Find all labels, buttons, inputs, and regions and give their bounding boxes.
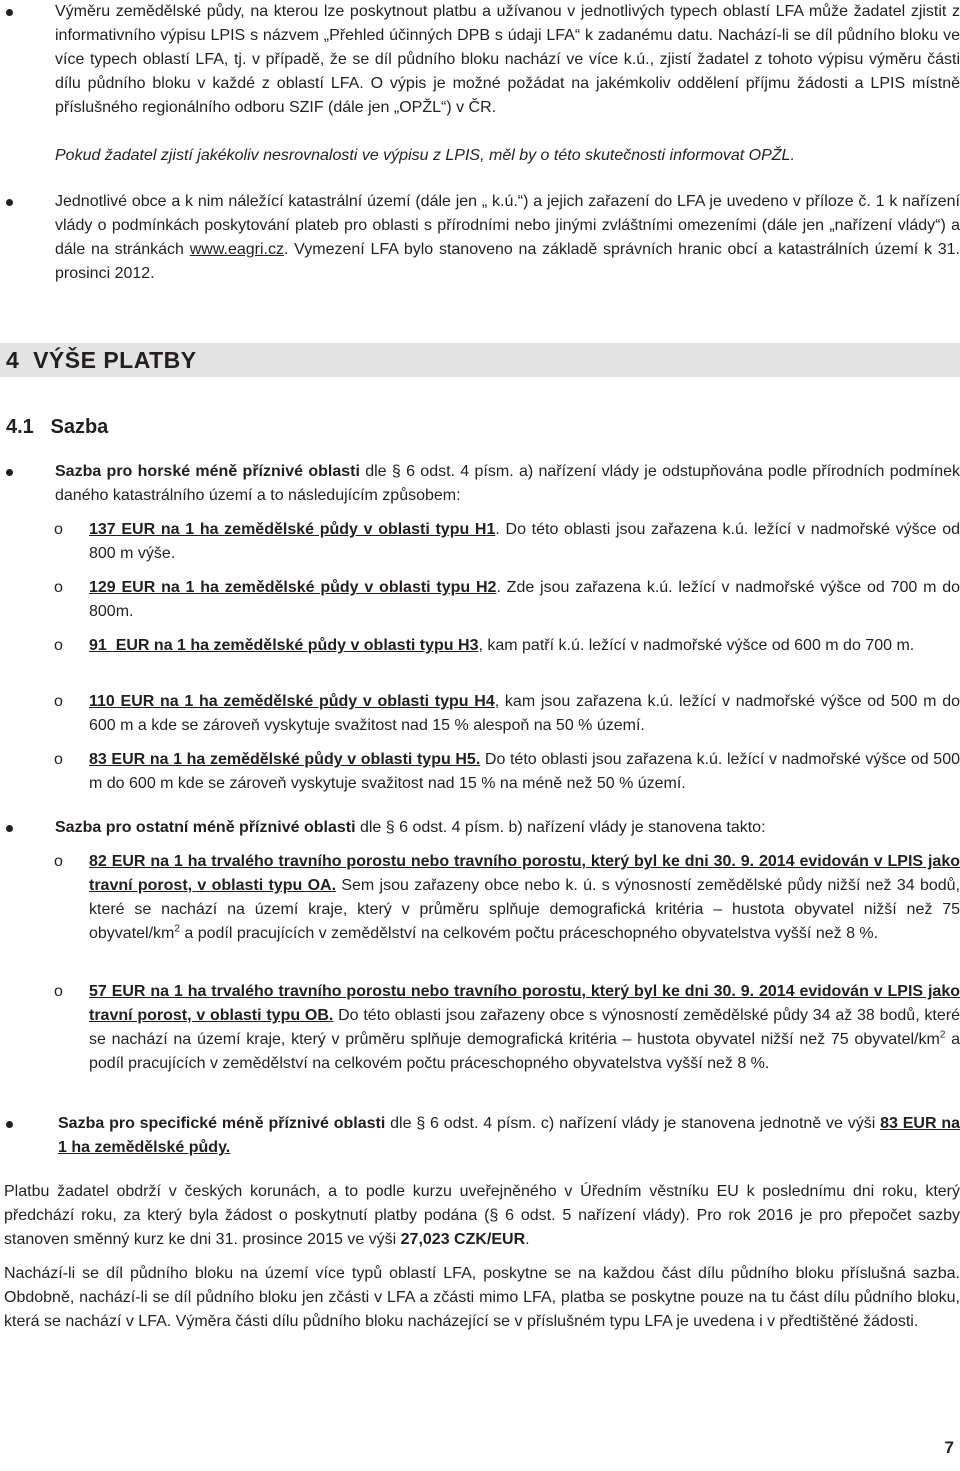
rate-item-h1: o 137 EUR na 1 ha zemědělské půdy v oblasti typu H1. Do této oblasti jsou zařazena k.ú. ležící v nadmořské výšce od 800 m výše.: [54, 521, 960, 562]
subsection-heading: 4.1 Sazba: [6, 416, 109, 438]
rate-item-h2: o 129 EUR na 1 ha zemědělské půdy v oblasti typu H2. Zde jsou zařazena k.ú. ležící v nadmořské výšce od 700 m do 800m.: [54, 579, 960, 620]
bullet-dot: [6, 199, 13, 206]
section-heading: 4 VÝŠE PLATBY: [6, 347, 197, 373]
municipalities-text: Jednotlivé obce a k nim náležící katastrální území (dále jen „ k.ú.“) a jejich zařazení do LFA je uvedeno v příloze č. 1 k nařízení vlády o podmínkách poskytování plateb pro oblasti s přírodními nebo jinými zvláštními omezeními (dále jen „nařízení vlády“) a dále na stránkách www.eagri.cz. Vymezení LFA bylo stanoveno na základě správních hranic obcí a katastrálních území k 31. prosinci 2012.: [55, 193, 960, 282]
rate-item-ob: o 57 EUR na 1 ha trvalého travního porostu nebo travního porostu, který byl ke dni 30. 9. 2014 evidován v LPIS jako travní porost, v oblasti typu OB. Do této oblasti jsou zařazeny obce s výnosností zemědělské půdy 34 až 38 bodů, které se nachází na území kraje, který v průměru splňuje demografická kritéria – hustota obyvatel nižší než 75 obyvatel/$km^2$ a podíl pracujících v zemědělství na celkovém počtu práceschopného obyvatelstva vyšší než 8 %.: [54, 983, 960, 1072]
bullet-specific-areas: [0, 1112, 960, 1160]
exchange-rate-paragraph: Platbu žadatel obdrží v českých korunách, a to podle kurzu uveřejněného v Úředním věstníku EU k poslednímu dni roku, který předchází roku, za který byla žádost o poskytnutí platby podána (§ 6 odst. 5 nařízení vlády). Pro rok 2016 je pro přepočet sazby stanoven směnný kurz ke dni 31. prosince 2015 ve výši 27,023 CZK/EUR.: [4, 1183, 960, 1248]
bullet-other-areas: [0, 816, 960, 840]
exchange-rate-value: 27,023 CZK/EUR: [400, 1231, 526, 1248]
specific-areas-text: Sazba pro specifické méně příznivé oblasti dle § 6 odst. 4 písm. c) nařízení vlády je stanovena jednotně ve výši 83 EUR na 1 ha zemědělské půdy.: [58, 1115, 960, 1156]
bullet-dot: [6, 469, 13, 476]
bullet-dot: [6, 1121, 13, 1128]
rate-item-oa: o 82 EUR na 1 ha trvalého travního porostu nebo travního porostu, který byl ke dni 30. 9. 2014 evidován v LPIS jako travní porost, v oblasti typu OA. Sem jsou zařazeny obce nebo k. ú. s výnosností zemědělské půdy nižší než 34 bodů, které se nachází na území kraje, který v průměru splňuje demografická kritéria – hustota obyvatel nižší než 75 obyvatel/$km^2$ a podíl pracujících v zemědělství na celkovém počtu práceschopného obyvatelstva vyšší než 8 %.: [54, 853, 960, 942]
rate-item-h5: o 83 EUR na 1 ha zemědělské půdy v oblasti typu H5. Do této oblasti jsou zařazena k.ú. ležící v nadmořské výšce od 500 m do 600 m kde se zároveň vyskytuje svažitost nad 15 % na méně než 50 % území.: [54, 751, 960, 792]
bullet-municipalities: [0, 190, 960, 286]
lpis-discrepancy-note: Pokud žadatel zjistí jakékoliv nesrovnalosti ve výpisu z LPIS, měl by o této skutečnosti informovat OPŽL.: [55, 147, 795, 164]
bullet-lpis-extract: [0, 0, 960, 168]
other-areas-lead: Sazba pro ostatní méně příznivé oblasti dle § 6 odst. 4 písm. b) nařízení vlády je stanovena takto:: [55, 819, 766, 836]
bullet-mountain-areas: [0, 460, 960, 508]
rate-item-h3: o 91 EUR na 1 ha zemědělské půdy v oblasti typu H3, kam patří k.ú. ležící v nadmořské výšce od 600 m do 700 m.: [54, 637, 915, 654]
bullet-dot: [6, 9, 13, 16]
eagri-link[interactable]: www.eagri.cz: [189, 241, 284, 258]
multiple-lfa-paragraph: Nachází-li se díl půdního bloku na území více typů oblastí LFA, poskytne se na každou část dílu půdního bloku příslušná sazba. Obdobně, nachází-li se díl půdního bloku jen zčásti v LFA a zčásti mimo LFA, platba se poskytne pouze na tu část dílu půdního bloku, která se nachází v LFA. Výměra části dílu půdního bloku nacházející se v příslušném typu LFA je uvedena i v předtištěné žádosti.: [4, 1265, 960, 1330]
bullet-dot: [6, 825, 13, 832]
page-number: 7: [944, 1438, 954, 1457]
lpis-extract-text: Výměru zemědělské půdy, na kterou lze poskytnout platbu a užívanou v jednotlivých typech oblastí LFA může žadatel zjistit z informativního výpisu LPIS s názvem „Přehled účinných DPB s údaji LFA“ k zadanému datu. Nachází-li se díl půdního bloku ve více typech oblastí LFA, tj. v případě, že se díl půdního bloku nachází ve více k.ú., zjistí žadatel z tohoto výpisu výměru části dílu půdního bloku v každé z oblastí LFA. O výpis je možné požádat na jakémkoliv oddělení příjmu žádosti a LPIS místně příslušného regionálního odboru SZIF (dále jen „OPŽL“) v ČR.: [55, 3, 960, 116]
mountain-areas-lead: Sazba pro horské méně příznivé oblasti dle § 6 odst. 4 písm. a) nařízení vlády je odstupňována podle přírodních podmínek daného katastrálního území a to následujícím způsobem:: [55, 463, 960, 504]
rate-item-h4: o 110 EUR na 1 ha zemědělské půdy v oblasti typu H4, kam jsou zařazena k.ú. ležící v nadmořské výšce od 500 m do 600 m a kde se zároveň vyskytuje svažitost nad 15 % alespoň na 50 % území.: [54, 693, 960, 734]
